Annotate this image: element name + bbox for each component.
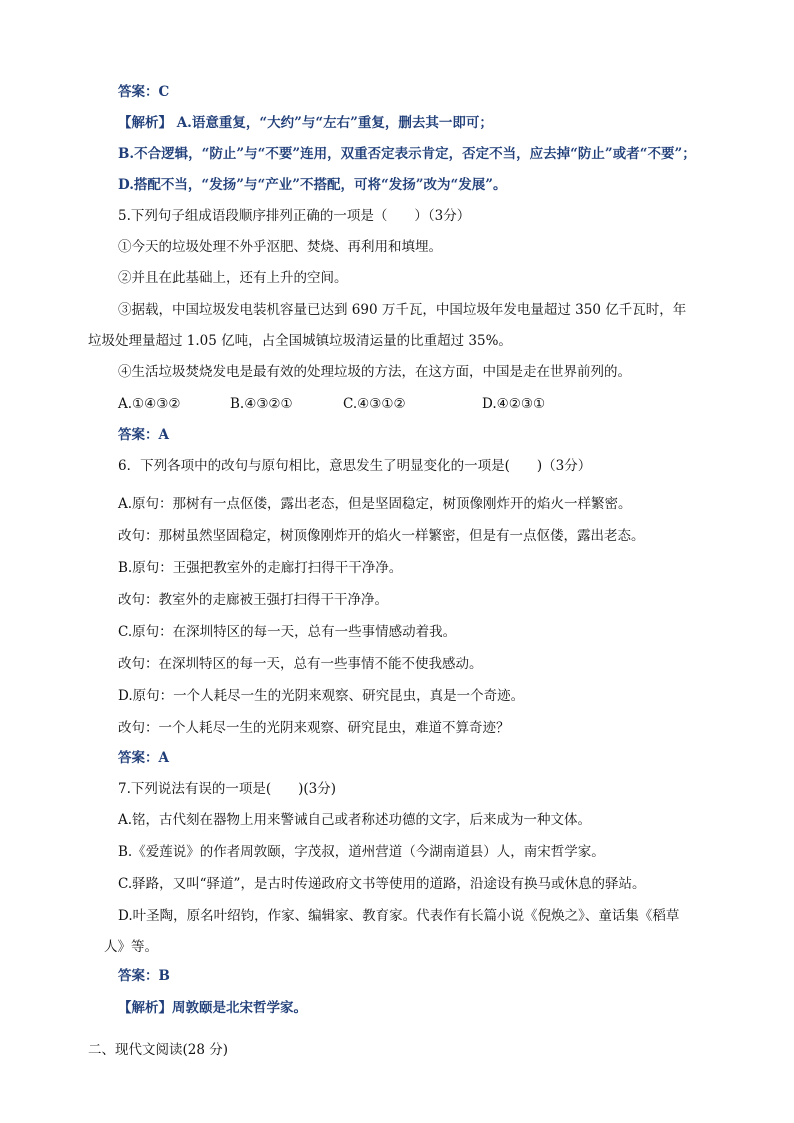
q5-sentence-3b: 垃圾处理量超过 1.05 亿吨，占全国城镇垃圾清运量的比重超过 35%。 — [88, 333, 512, 349]
q5-sentence-3a: ③据载，中国垃圾发电装机容量已达到 690 万千瓦，中国垃圾年发电量超过 350 亿千瓦时，年 — [118, 302, 687, 318]
q5-sentence-4: ④生活垃圾焚烧发电是最有效的处理垃圾的方法，在这方面，中国是走在世界前列的。 — [118, 364, 631, 380]
q7-answer: 答案：B — [118, 968, 170, 984]
q5-sentence-1: ①今天的垃圾处理不外乎沤肥、焚烧、再利用和填埋。 — [118, 239, 442, 255]
q6-c-modified: 改句：在深圳特区的每一天，总有一些事情不能不使我感动。 — [118, 656, 483, 672]
q5-option-d: D.④②③① — [482, 396, 546, 412]
q6-b-modified: 改句：教室外的走廊被王强打扫得干干净净。 — [118, 592, 388, 608]
q6-question: 6．下列各项中的改句与原句相比，意思发生了明显变化的一项是( )（3分） — [118, 458, 592, 474]
q6-c-original: C.原句：在深圳特区的每一天，总有一些事情感动着我。 — [118, 624, 457, 640]
q6-a-original: A.原句：那树有一点伛偻，露出老态，但是坚固稳定，树顶像刚炸开的焰火一样繁密。 — [118, 496, 632, 512]
q5-sentence-2: ②并且在此基础上，还有上升的空间。 — [118, 270, 348, 286]
q7-question: 7.下列说法有误的一项是( )(3分) — [118, 781, 337, 797]
q7-option-d-line1: D.叶圣陶，原名叶绍钧，作家、编辑家、教育家。代表作有长篇小说《倪焕之》、童话集《稻草 — [118, 908, 680, 924]
q5-option-c: C.④③①② — [343, 396, 406, 412]
q7-option-b: B.《爱莲说》的作者周敦颐，字茂叔，道州营道（今湖南道县）人，南宋哲学家。 — [118, 844, 605, 860]
q5-option-b: B.④③②① — [230, 396, 293, 412]
q6-b-original: B.原句：王强把教室外的走廊打扫得干干净净。 — [118, 560, 403, 576]
q7-analysis: 【解析】周敦颐是北宋哲学家。 — [118, 1000, 307, 1016]
q5-answer: 答案：A — [118, 427, 169, 443]
q7-option-a: A.铭，古代刻在器物上用来警诫自己或者称述功德的文字，后来成为一种文体。 — [118, 812, 592, 828]
q5-option-a: A.①④③② — [118, 396, 181, 412]
q6-a-modified: 改句：那树虽然坚固稳定，树顶像刚炸开的焰火一样繁密，但是有一点伛偻，露出老态。 — [118, 528, 645, 544]
q4-analysis-d: D.搭配不当，“发扬”与“产业”不搭配，可将“发扬”改为“发展”。 — [118, 177, 507, 193]
section-heading: 二、现代文阅读(28 分) — [88, 1042, 229, 1058]
q7-option-d-line2: 人》等。 — [104, 939, 158, 955]
q4-answer: 答案：C — [118, 84, 170, 100]
q7-option-c: C.驿路，又叫“驿道”，是古时传递政府文书等使用的道路，沿途设有换马或休息的驿站。 — [118, 876, 646, 892]
q5-question: 5.下列句子组成语段顺序排列正确的一项是（ ）（3分） — [118, 208, 471, 224]
q4-analysis-a: 【解析】 A.语意重复，“大约”与“左右”重复，删去其一即可； — [118, 115, 493, 131]
q6-d-original: D.原句：一个人耗尽一生的光阴来观察、研究昆虫，真是一个奇迹。 — [118, 688, 525, 704]
q6-answer: 答案：A — [118, 750, 169, 766]
q4-analysis-b: B.不合逻辑，“防止”与“不要”连用，双重否定表示肯定，否定不当，应去掉“防止”或者“不要”； — [118, 146, 696, 162]
q6-d-modified: 改句：一个人耗尽一生的光阴来观察、研究昆虫，难道不算奇迹？ — [118, 720, 510, 736]
